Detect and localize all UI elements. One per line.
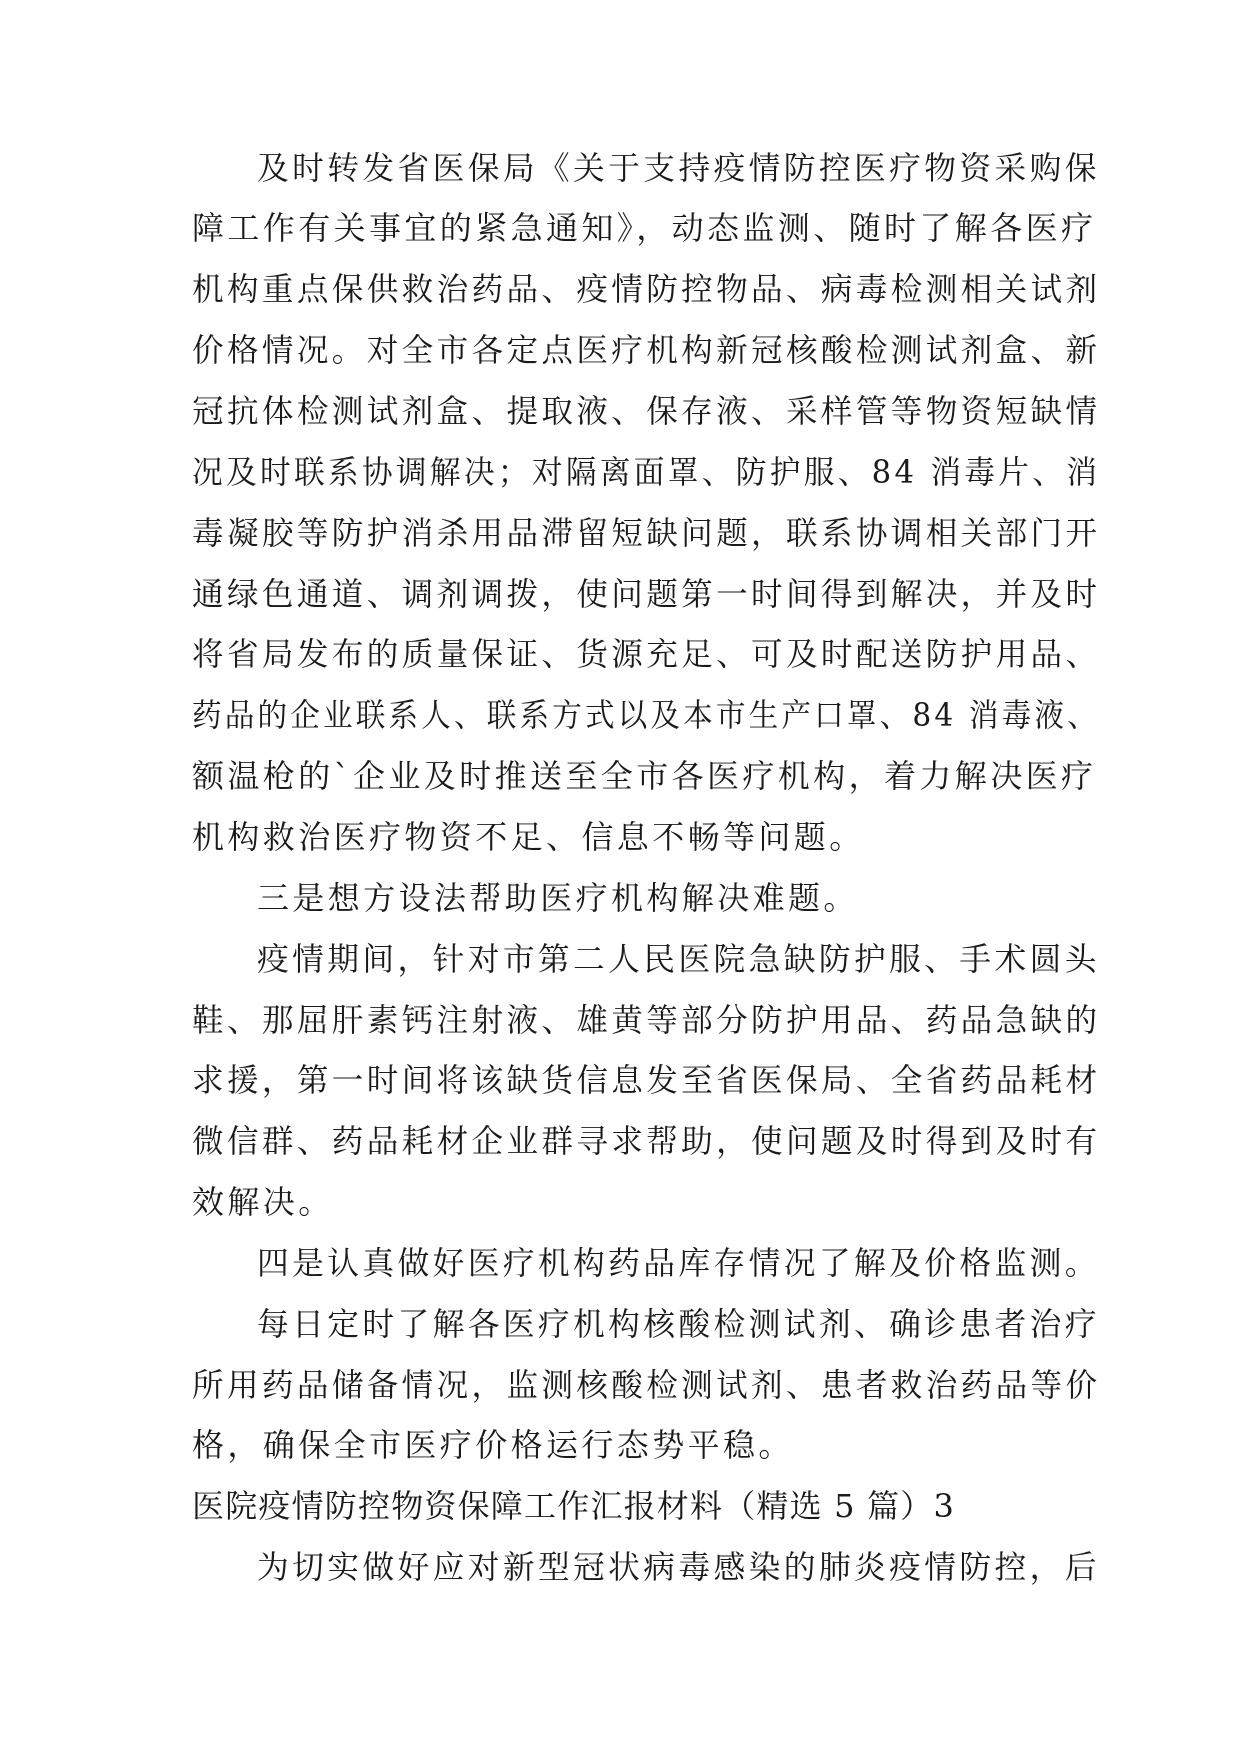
paragraph-line: 所用药品储备情况，监测核酸检测试剂、患者救治药品等价 xyxy=(192,1366,1101,1404)
paragraph-line: 效解决。 xyxy=(192,1183,334,1221)
article-title: 医院疫情防控物资保障工作汇报材料（精选 5 篇）3 xyxy=(192,1487,956,1525)
paragraph-line: 疫情期间，针对市第二人民医院急缺防护服、手术圆头 xyxy=(257,940,1100,978)
paragraph-line: 微信群、药品耗材企业群寻求帮助，使问题及时得到及时有 xyxy=(192,1122,1101,1160)
paragraph-line: 每日定时了解各医疗机构核酸检测试剂、确诊患者治疗 xyxy=(257,1305,1100,1343)
paragraph-line: 况及时联系协调解决；对隔离面罩、防护服、84 消毒片、消 xyxy=(192,453,1101,491)
paragraph-line: 冠抗体检测试剂盒、提取液、保存液、采样管等物资短缺情 xyxy=(192,392,1101,430)
paragraph-line: 毒凝胶等防护消杀用品滞留短缺问题，联系协调相关部门开 xyxy=(192,514,1101,552)
section-heading: 四是认真做好医疗机构药品库存情况了解及价格监测。 xyxy=(257,1244,1100,1282)
paragraph-line: 额温枪的`企业及时推送至全市各医疗机构，着力解决医疗 xyxy=(192,757,1097,795)
paragraph-line: 药品的企业联系人、联系方式以及本市生产口罩、84 消毒液、 xyxy=(192,696,1100,734)
paragraph-line: 价格情况。对全市各定点医疗机构新冠核酸检测试剂盒、新 xyxy=(192,331,1101,369)
paragraph-line: 障工作有关事宜的紧急通知》，动态监测、随时了解各医疗 xyxy=(192,209,1097,247)
paragraph-line: 机构重点保供救治药品、疫情防控物品、病毒检测相关试剂 xyxy=(192,270,1101,308)
paragraph-line: 鞋、那屈肝素钙注射液、雄黄等部分防护用品、药品急缺的 xyxy=(192,1001,1101,1039)
paragraph-line: 格，确保全市医疗价格运行态势平稳。 xyxy=(192,1426,794,1464)
section-heading: 三是想方设法帮助医疗机构解决难题。 xyxy=(257,879,859,917)
paragraph-line: 为切实做好应对新型冠状病毒感染的肺炎疫情防控，后 xyxy=(257,1548,1100,1586)
paragraph-line: 求援，第一时间将该缺货信息发至省医保局、全省药品耗材 xyxy=(192,1061,1101,1099)
paragraph-line: 及时转发省医保局《关于支持疫情防控医疗物资采购保 xyxy=(257,149,1100,187)
paragraph-line: 将省局发布的质量保证、货源充足、可及时配送防护用品、 xyxy=(192,635,1101,673)
paragraph-line: 机构救治医疗物资不足、信息不畅等问题。 xyxy=(192,818,865,856)
paragraph-line: 通绿色通道、调剂调拨，使问题第一时间得到解决，并及时 xyxy=(192,575,1101,613)
